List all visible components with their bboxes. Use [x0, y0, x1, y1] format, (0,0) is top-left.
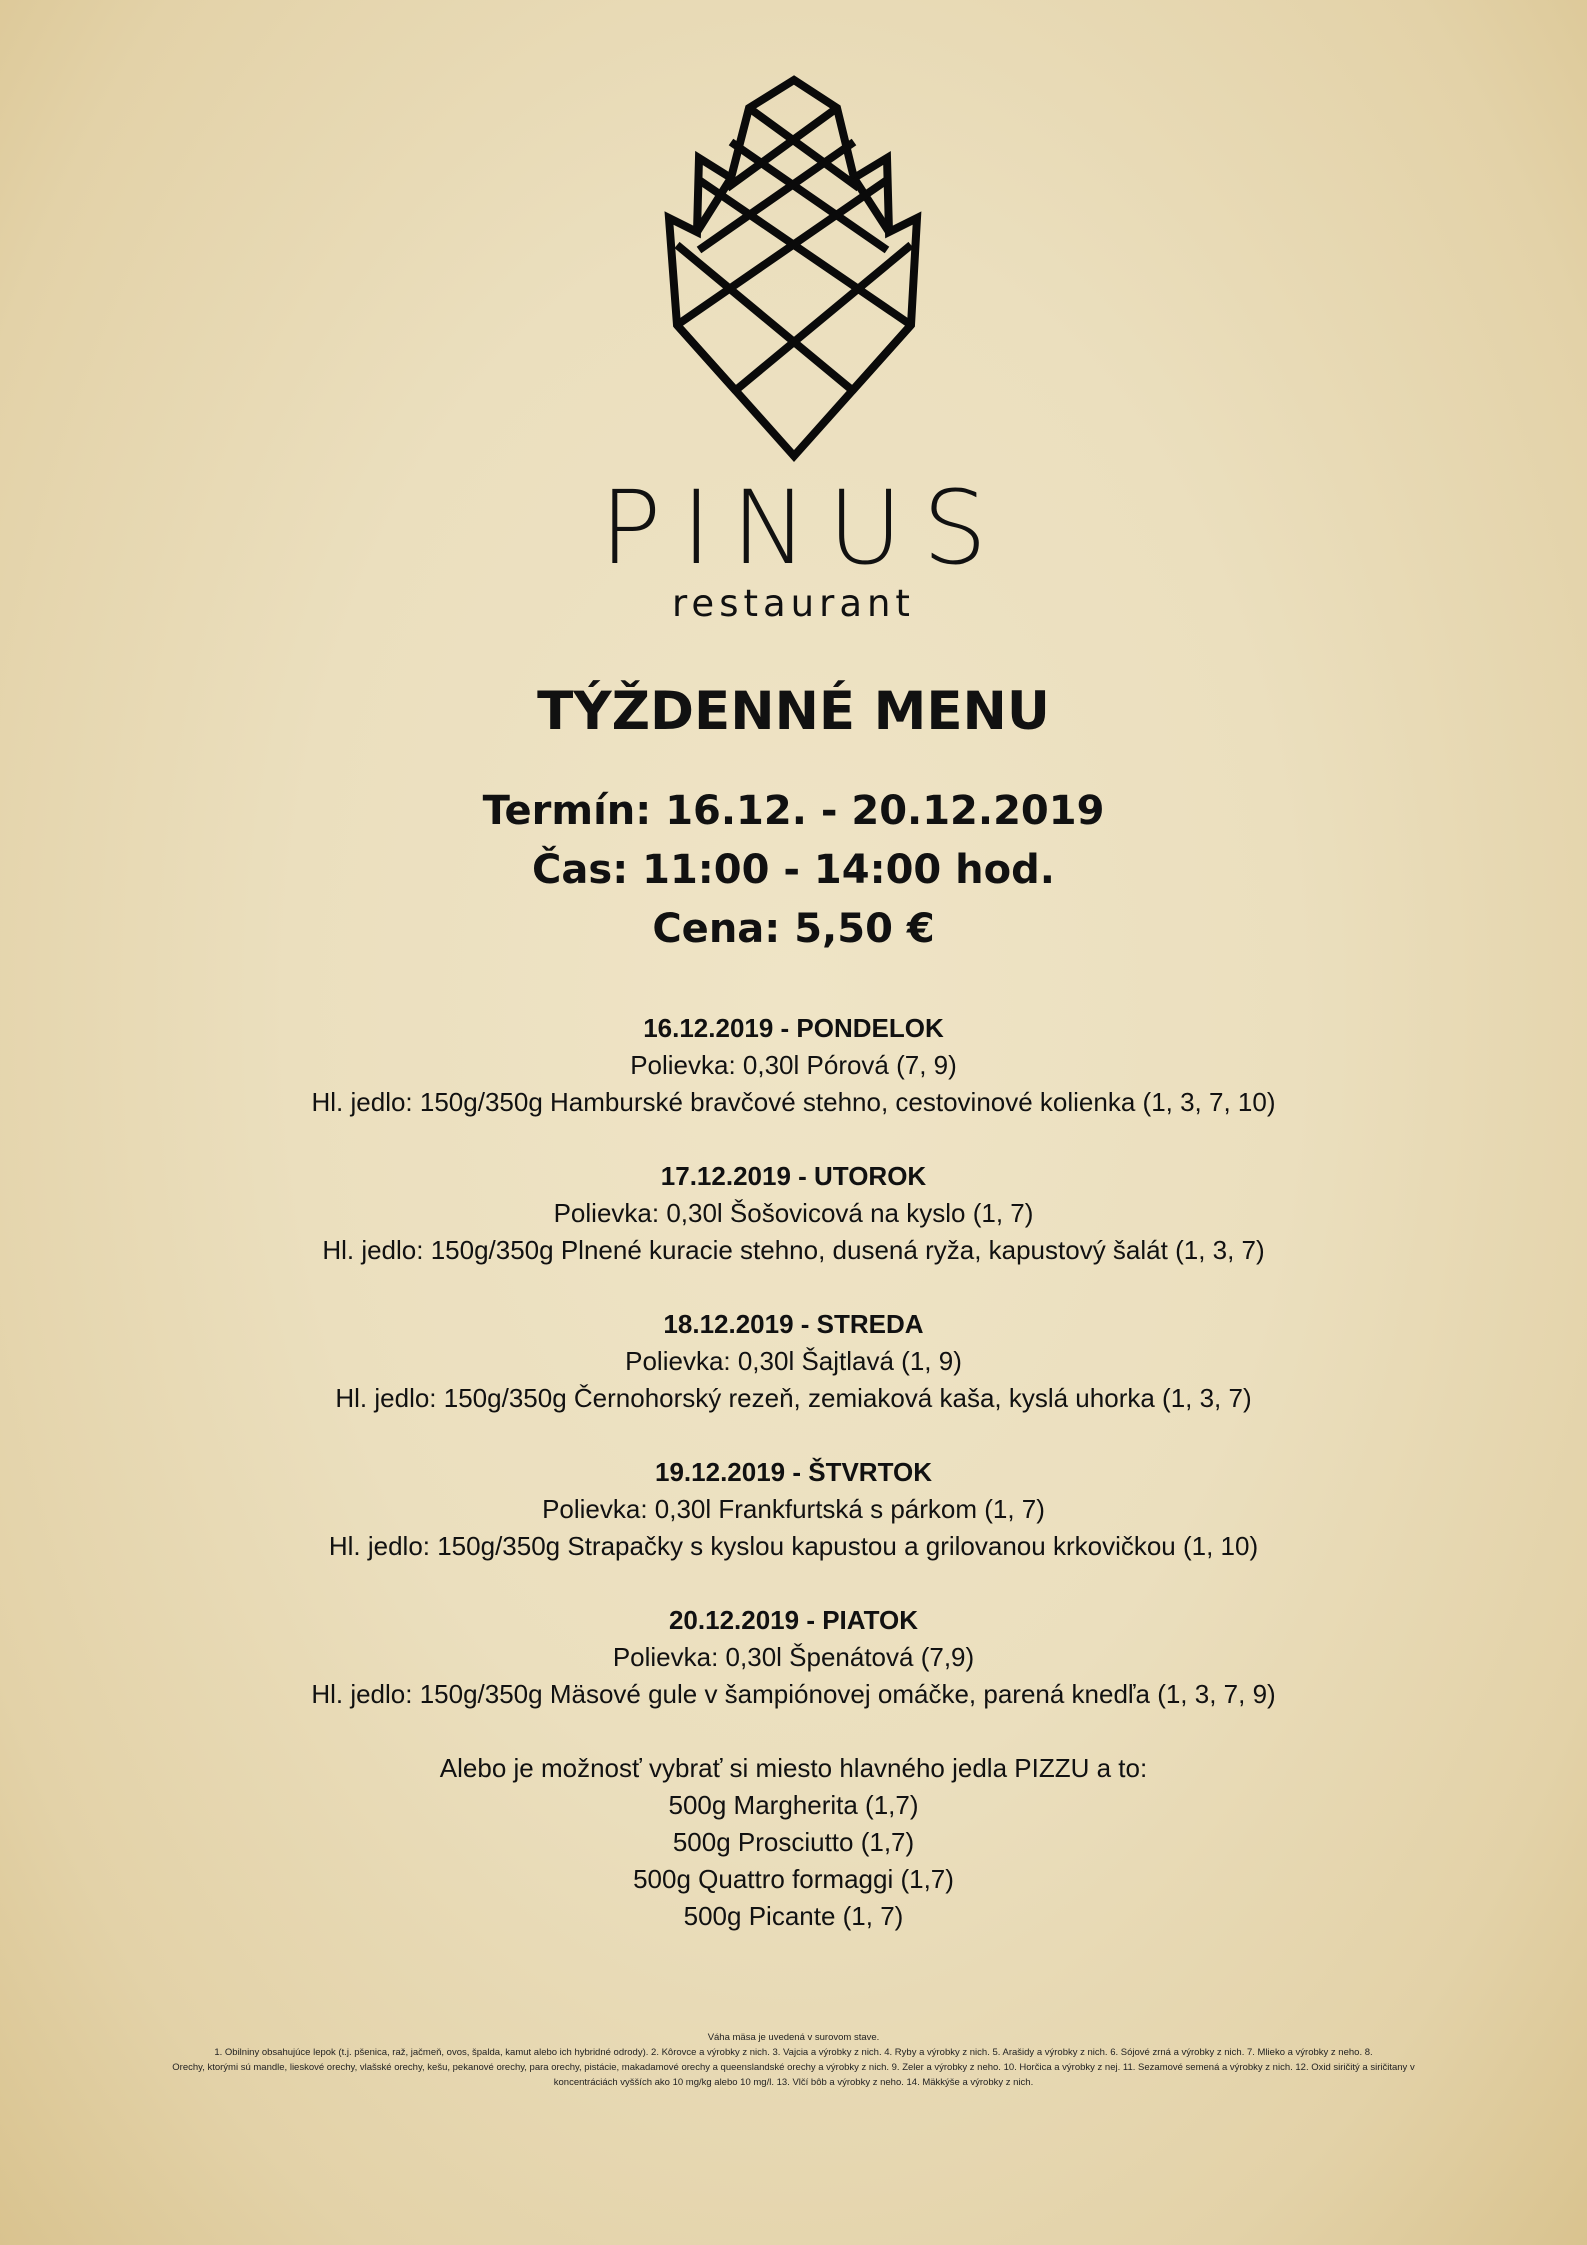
pizza-item: 500g Margherita (1,7)	[668, 1790, 919, 1820]
daily-menu-list	[0, 1010, 1587, 1750]
day-main-dish: Hl. jedlo: 150g/350g Hamburské bravčové stehno, cestovinové kolienka (1, 3, 7, 10)	[311, 1087, 1276, 1117]
day-heading: 20.12.2019 - PIATOK	[668, 1605, 919, 1635]
day-block	[0, 1306, 1587, 1454]
footnote-weight-note: Váha mäsa je uvedená v surovom stave.	[707, 2032, 880, 2043]
day-block	[0, 1602, 1587, 1750]
day-block	[0, 1454, 1587, 1602]
brand-name: PINUS	[599, 469, 1008, 588]
pizza-options	[0, 1750, 1587, 1935]
pizza-item: 500g Prosciutto (1,7)	[672, 1827, 915, 1857]
day-main-dish: Hl. jedlo: 150g/350g Strapačky s kyslou kapustou a grilovanou krkovičkou (1, 10)	[328, 1531, 1259, 1561]
footnote-allergens-1: 1. Obilniny obsahujúce lepok (t.j. pšenica, raž, jačmeň, ovos, špalda, kamut alebo ich hybridné odrody). 2. Kôrovce a výrobky z nich. 3. Vajcia a výrobky z nich. 4. Ryby a výrobky z nich. 5. Arašidy a výrobky z nich. 6. Sójové zrná a výrobky z nich. 7. Mlieko a výrobky z neho. 8.	[214, 2047, 1373, 2058]
menu-time: Čas: 11:00 - 14:00 hod.	[532, 847, 1055, 893]
day-soup: Polievka: 0,30l Špenátová (7,9)	[612, 1642, 975, 1672]
day-heading: 16.12.2019 - PONDELOK	[643, 1013, 944, 1043]
pizza-item: 500g Picante (1, 7)	[683, 1901, 904, 1931]
day-block	[0, 1158, 1587, 1306]
day-heading: 19.12.2019 - ŠTVRTOK	[655, 1457, 932, 1487]
day-soup: Polievka: 0,30l Šošovicová na kyslo (1, 7)	[553, 1198, 1034, 1228]
footnote-allergens-3: koncentráciách vyšších ako 10 mg/kg alebo 10 mg/l. 13. Vlčí bôb a výrobky z neho. 14. Mäkkýše a výrobky z nich.	[553, 2077, 1034, 2088]
day-main-dish: Hl. jedlo: 150g/350g Mäsové gule v šampiónovej omáčke, parená knedľa (1, 3, 7, 9)	[311, 1679, 1276, 1709]
day-soup: Polievka: 0,30l Pórová (7, 9)	[630, 1050, 957, 1080]
day-heading: 18.12.2019 - STREDA	[663, 1309, 924, 1339]
brand-subtitle: restaurant	[672, 582, 915, 625]
day-main-dish: Hl. jedlo: 150g/350g Černohorský rezeň, zemiaková kaša, kyslá uhorka (1, 3, 7)	[335, 1383, 1252, 1413]
day-soup: Polievka: 0,30l Šajtlavá (1, 9)	[625, 1346, 962, 1376]
pine-cone-icon	[0, 70, 1587, 464]
footnote-allergens-2: Orechy, ktorými sú mandle, lieskové orechy, vlašské orechy, kešu, pekanové orechy, para orechy, pistácie, makadamové orechy a queenslandské orechy a výrobky z nich. 9. Zeler a výrobky z neho. 10. Horčica a výrobky z nej. 11. Sezamové semená a výrobky z nich. 12. Oxid siričitý a siričitany v	[172, 2062, 1415, 2073]
menu-price: Cena: 5,50 €	[652, 906, 935, 952]
allergen-footnote	[80, 2030, 1507, 2090]
day-heading: 17.12.2019 - UTOROK	[660, 1161, 927, 1191]
page-title: TÝŽDENNÉ MENU	[537, 681, 1050, 742]
day-block	[0, 1010, 1587, 1158]
menu-info	[0, 782, 1587, 959]
day-main-dish: Hl. jedlo: 150g/350g Plnené kuracie stehno, dusená ryža, kapustový šalát (1, 3, 7)	[322, 1235, 1265, 1265]
pizza-item: 500g Quattro formaggi (1,7)	[633, 1864, 954, 1894]
pizza-intro: Alebo je možnosť vybrať si miesto hlavného jedla PIZZU a to:	[439, 1753, 1148, 1783]
menu-date-range: Termín: 16.12. - 20.12.2019	[482, 788, 1105, 834]
day-soup: Polievka: 0,30l Frankfurtská s párkom (1, 7)	[542, 1494, 1045, 1524]
